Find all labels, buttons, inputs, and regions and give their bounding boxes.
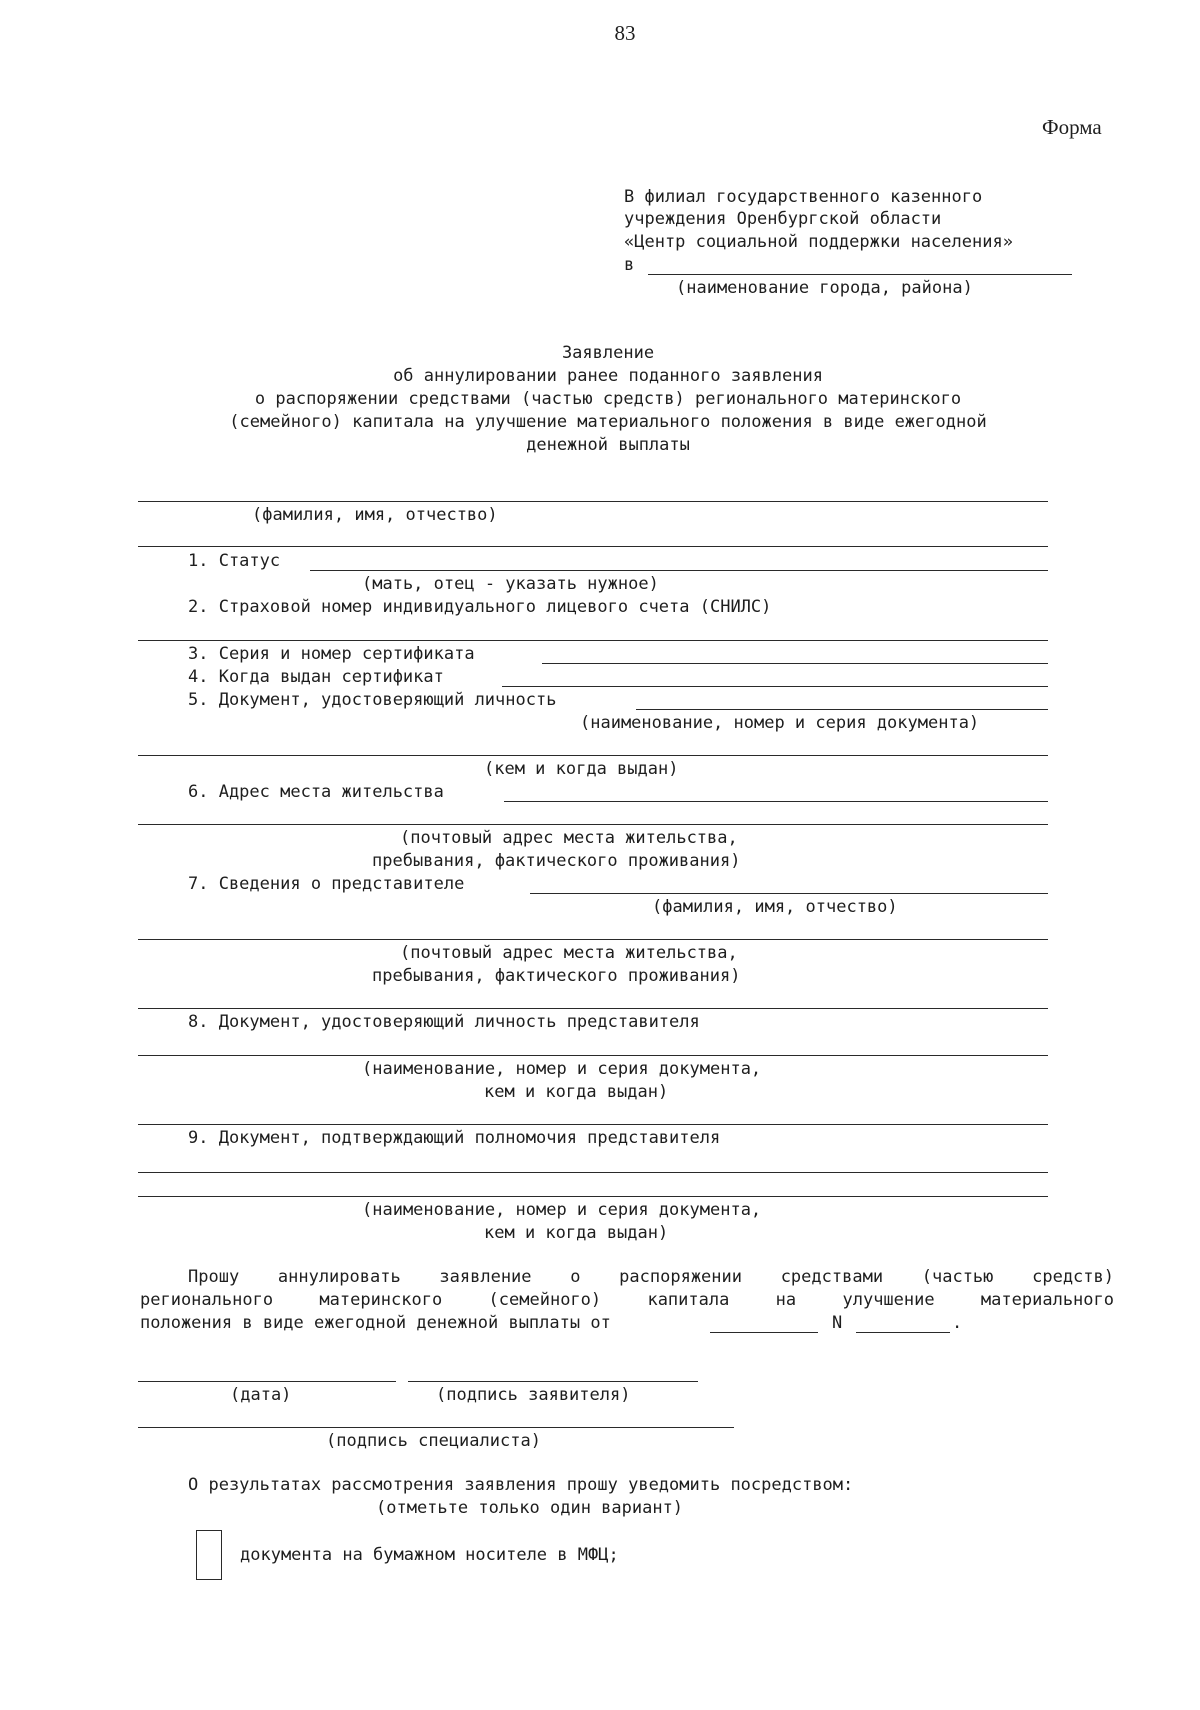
rep-authority-caption-1: (наименование, номер и серия документа, [362,1200,762,1220]
item-address-label: 6. Адрес места жительства [188,782,444,802]
addressee-line-4-prefix: в [624,255,635,275]
request-end: . [952,1313,963,1333]
title-line-3: о распоряжении средствами (частью средств) регионального материнского [254,389,962,409]
snils-input-line[interactable] [138,640,1048,641]
id-doc-input-line[interactable] [636,709,1048,710]
item-rep-authority-label: 9. Документ, подтверждающий полномочия представителя [188,1128,721,1148]
fio-caption: (фамилия, имя, отчество) [252,505,498,525]
title-line-2: об аннулировании ранее поданного заявления [393,366,823,386]
addressee-line-2: учреждения Оренбургской области [624,209,942,229]
request-number-input-line[interactable] [856,1332,950,1333]
cert-date-input-line[interactable] [502,686,1048,687]
rep-authority-caption-2: кем и когда выдан) [484,1223,669,1243]
item-cert-number-label: 3. Серия и номер сертификата [188,644,475,664]
rep-authority-input-line-2[interactable] [138,1196,1048,1197]
address-input-line-2[interactable] [138,824,1048,825]
rep-address-input-line-2[interactable] [138,1008,1048,1009]
date-signature-line[interactable] [138,1381,396,1382]
rep-address-caption-1: (почтовый адрес места жительства, [400,943,738,963]
id-doc-issued-caption: (кем и когда выдан) [484,759,679,779]
rep-doc-caption-2: кем и когда выдан) [484,1082,669,1102]
rep-caption: (фамилия, имя, отчество) [652,897,898,917]
item-snils-label: 2. Страховой номер индивидуального лицевого счета (СНИЛС) [188,597,772,617]
title-line-1: Заявление [561,343,655,363]
item-rep-doc-label: 8. Документ, удостоверяющий личность представителя [188,1012,700,1032]
cert-number-input-line[interactable] [542,663,1048,664]
item-cert-date-label: 4. Когда выдан сертификат [188,667,444,687]
notify-line-2: (отметьте только один вариант) [376,1498,684,1518]
notify-line-1: О результатах рассмотрения заявления прошу уведомить посредством: [188,1475,854,1495]
applicant-signature-line[interactable] [408,1381,698,1382]
rep-address-input-line[interactable] [138,939,1048,940]
form-label: Форма [1042,115,1102,139]
address-caption-1: (почтовый адрес места жительства, [400,828,738,848]
status-input-line[interactable] [310,570,1048,571]
rep-input-line[interactable] [530,893,1048,894]
request-line-2: регионального материнского (семейного) капитала на улучшение материального [140,1290,1114,1310]
status-caption: (мать, отец - указать нужное) [362,574,659,594]
rep-authority-input-line[interactable] [138,1172,1048,1173]
city-caption: (наименование города, района) [676,278,973,298]
specialist-signature-line[interactable] [138,1427,734,1428]
request-date-input-line[interactable] [710,1332,818,1333]
city-input-line[interactable] [648,274,1072,275]
id-doc-caption: (наименование, номер и серия документа) [580,713,980,733]
rep-doc-input-line[interactable] [138,1055,1048,1056]
option-paper-checkbox[interactable] [196,1530,222,1580]
id-doc-issued-input-line[interactable] [138,755,1048,756]
request-number-label: N [832,1313,843,1333]
item-id-doc-label: 5. Документ, удостоверяющий личность [188,690,557,710]
request-line-3: положения в виде ежегодной денежной выплаты от [140,1313,611,1333]
item-status-label: 1. Статус [188,551,281,571]
rep-doc-input-line-2[interactable] [138,1124,1048,1125]
addressee-line-3: «Центр социальной поддержки населения» [624,232,1013,252]
fio-input-line[interactable] [138,501,1048,502]
rep-doc-caption-1: (наименование, номер и серия документа, [362,1059,762,1079]
request-line-1: Прошу аннулировать заявление о распоряжении средствами (частью средств) [188,1267,1114,1287]
title-line-5: денежной выплаты [526,435,690,455]
specialist-caption: (подпись специалиста) [326,1431,541,1451]
fio-input-line-2[interactable] [138,546,1048,547]
item-rep-label: 7. Сведения о представителе [188,874,465,894]
rep-address-caption-2: пребывания, фактического проживания) [372,966,741,986]
applicant-caption: (подпись заявителя) [436,1385,631,1405]
address-input-line[interactable] [504,801,1048,802]
date-caption: (дата) [230,1385,292,1405]
option-paper-label: документа на бумажном носителе в МФЦ; [240,1545,619,1565]
title-line-4: (семейного) капитала на улучшение материального положения в виде ежегодной [229,412,987,432]
address-caption-2: пребывания, фактического проживания) [372,851,741,871]
page-number: 83 [614,21,636,45]
addressee-line-1: В филиал государственного казенного [624,187,983,207]
